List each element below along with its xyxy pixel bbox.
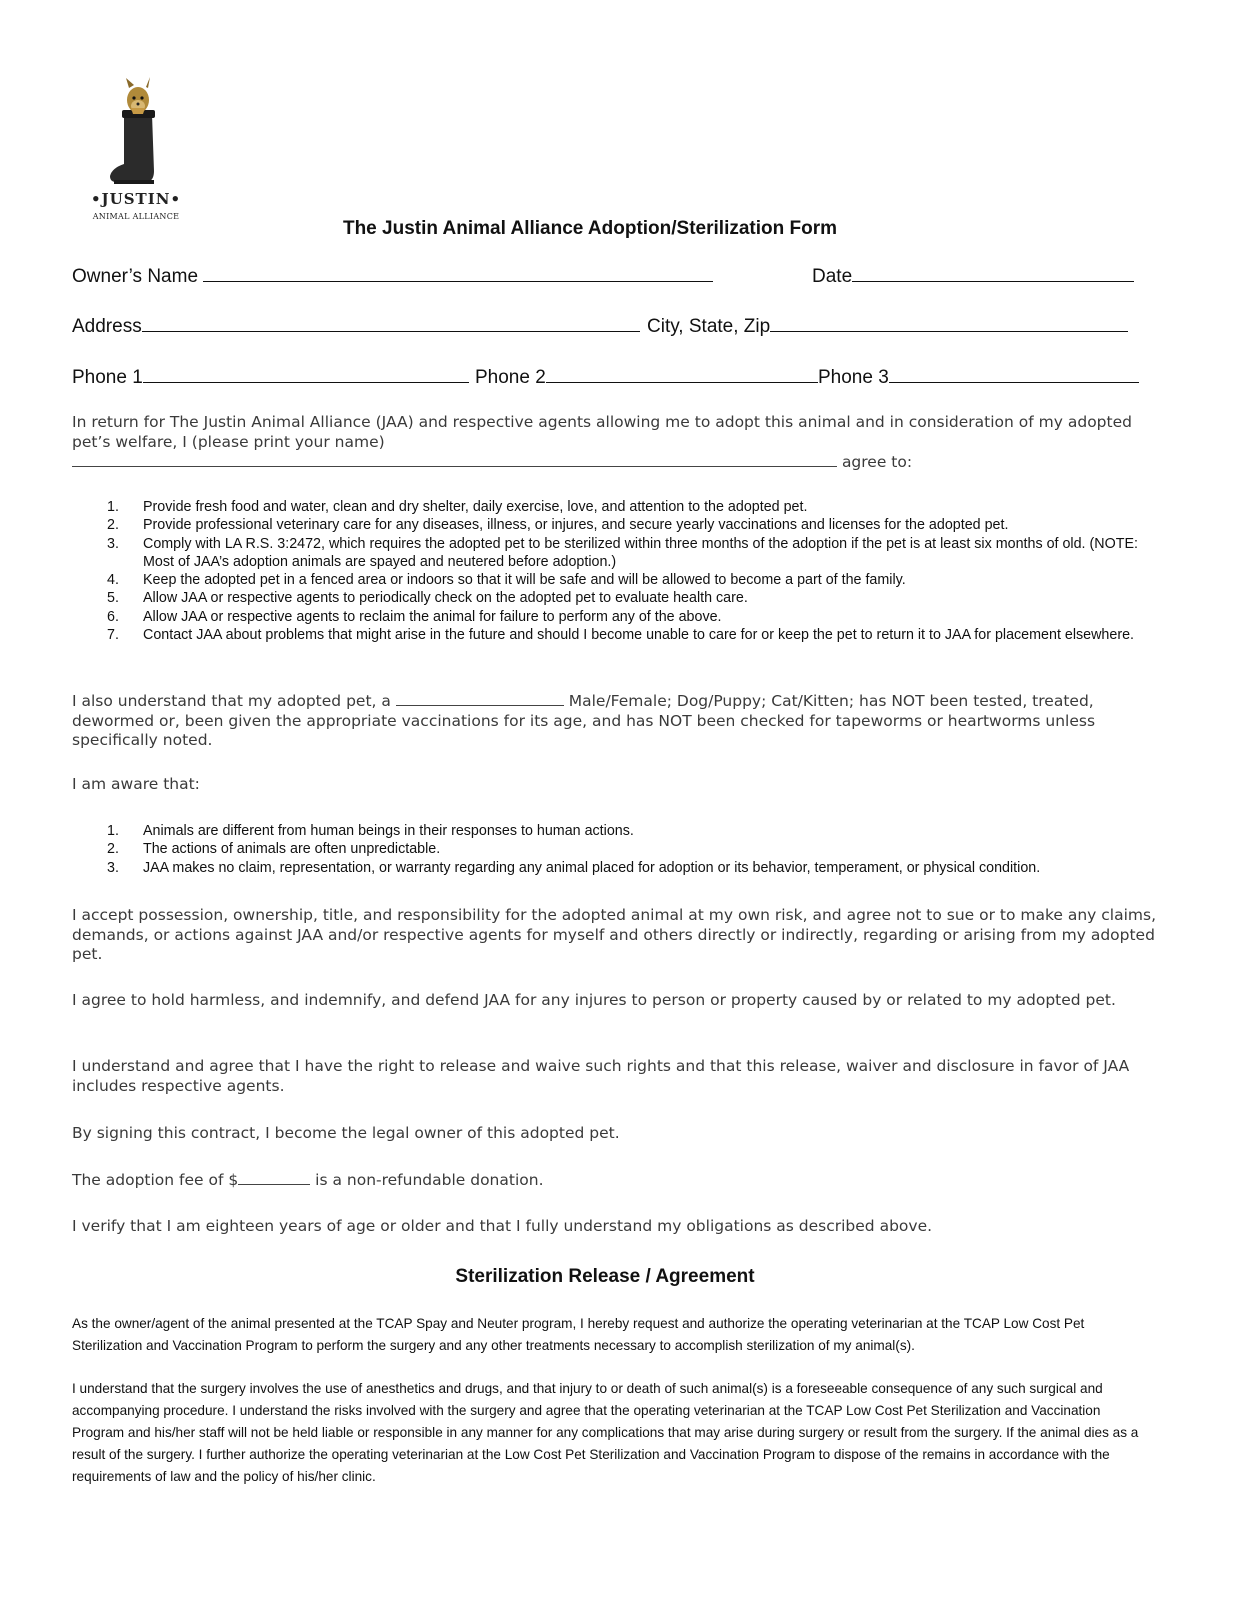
pet-description-field[interactable]: [396, 691, 564, 706]
list-item: 6. Allow JAA or respective agents to reclaim the animal for failure to perform any of the above.: [107, 608, 722, 625]
date-field[interactable]: [852, 264, 1134, 282]
aware-list: [72, 822, 1162, 877]
address-row: [72, 314, 640, 338]
list-item: 4. Keep the adopted pet in a fenced area or indoors so that it will be safe and will be allowed to become a part of the family.: [107, 572, 906, 589]
list-item: 1. Animals are different from human beings in their responses to human actions.: [107, 823, 634, 839]
address-label: Address: [72, 316, 142, 337]
phone3-row: [818, 365, 1139, 389]
agree-to-label: agree to:: [841, 453, 913, 471]
print-name-field[interactable]: [72, 452, 837, 467]
intro-text: In return for The Justin Animal Alliance (JAA) and respective agents allowing me to adopt this animal and in consideration of my adopted pet’s welfare, I (please print your name): [72, 413, 1132, 451]
form-title: The Justin Animal Alliance Adoption/Sterilization Form: [342, 218, 838, 239]
sterilization-paragraph-1: As the owner/agent of the animal presented at the TCAP Spay and Neuter program, I hereby request and authorize the operating veterinarian at the TCAP Low Cost Pet Sterilization and Vaccination Program to perform the surgery and any other treatments necessary to accomplish sterilization of my animal(s).: [72, 1316, 1085, 1353]
date-row: [812, 264, 1134, 288]
obligations-list: [72, 498, 1162, 644]
list-item: 3. Comply with LA R.S. 3:2472, which requires the adopted pet to be sterilized within three months of the adoption if the pet is at least six months of old. (NOTE: Most of JAA’s adoption animals are spayed and neutered before adoption.): [107, 535, 1138, 570]
logo-name: •JUSTIN•: [90, 190, 182, 208]
accept-paragraph: I accept possession, ownership, title, and responsibility for the adopted animal at my own risk, and agree not to sue or to make any claims, demands, or actions against JAA and/or respective agents for myself and others directly or indirectly, regarding or arising from my adopted pet.: [72, 906, 1157, 963]
phone2-row: [475, 365, 818, 389]
fee-text-after: is a non-refundable donation.: [315, 1171, 544, 1189]
address-field[interactable]: [142, 314, 640, 332]
understand-text-after: Male/Female; Dog/Puppy; Cat/Kitten; has NOT been tested, treated, dewormed or, been given the appropriate vaccinations for its age, and has NOT been checked for tapeworms or heartworms unless specifically noted.: [72, 692, 1096, 749]
owners-name-field[interactable]: [203, 264, 713, 282]
phone3-field[interactable]: [889, 365, 1139, 383]
sterilization-title: Sterilization Release / Agreement: [455, 1266, 755, 1287]
phone2-field[interactable]: [546, 365, 818, 383]
phone3-label: Phone 3: [818, 367, 889, 388]
date-label: Date: [812, 266, 853, 287]
understand-paragraph: [72, 691, 1162, 751]
city-state-zip-label: City, State, Zip: [647, 316, 771, 337]
list-item: 3. JAA makes no claim, representation, or warranty regarding any animal placed for adoption or its behavior, temperament, or physical condition.: [107, 859, 1041, 876]
list-item: 2. Provide professional veterinary care for any diseases, illness, or injures, and secure yearly vaccinations and licenses for the adopted pet.: [107, 517, 1009, 534]
logo-subtitle: ANIMAL ALLIANCE: [92, 212, 180, 221]
fee-text-before: The adoption fee of $: [72, 1171, 239, 1189]
city-state-zip-field[interactable]: [770, 314, 1128, 332]
signing-paragraph: By signing this contract, I become the legal owner of this adopted pet.: [72, 1124, 620, 1142]
phone1-label: Phone 1: [72, 367, 143, 388]
aware-heading: I am aware that:: [72, 775, 200, 793]
phone1-row: [72, 365, 469, 389]
waive-paragraph: I understand and agree that I have the right to release and waive such rights and that this release, waiver and disclosure in favor of JAA includes respective agents.: [72, 1057, 1130, 1095]
verify-paragraph: I verify that I am eighteen years of age or older and that I fully understand my obligations as described above.: [72, 1217, 933, 1235]
harmless-paragraph: I agree to hold harmless, and indemnify, and defend JAA for any injures to person or property caused by or related to my adopted pet.: [72, 991, 1116, 1009]
intro-paragraph: [72, 413, 1162, 473]
owners-name-row: [72, 264, 713, 288]
understand-text-before: I also understand that my adopted pet, a: [72, 692, 391, 710]
owners-name-label: Owner’s Name: [72, 266, 199, 287]
fee-amount-field[interactable]: [238, 1170, 310, 1185]
list-item: 1. Provide fresh food and water, clean and dry shelter, daily exercise, love, and attention to the adopted pet.: [107, 499, 808, 515]
sterilization-paragraph-2: I understand that the surgery involves the use of anesthetics and drugs, and that injury to or death of such animal(s) is a foreseeable consequence of any such surgical and accompanying procedure. I understand the risks involved with the surgery and agree that the operating veterinarian at the TCAP Low Cost Pet Sterilization and Vaccination Program and his/her staff will not be held liable or responsible in any manner for any complications that may arise during surgery or result from the surgery. If the animal dies as a result of the surgery. I further authorize the operating veterinarian at the Low Cost Pet Sterilization and Vaccination Program to dispose of the remains in accordance with the requirements of law and the policy of his/her clinic.: [72, 1381, 1139, 1484]
list-item: 2. The actions of animals are often unpredictable.: [107, 841, 441, 858]
phone2-label: Phone 2: [475, 367, 546, 388]
list-item: 5. Allow JAA or respective agents to periodically check on the adopted pet to evaluate health care.: [107, 590, 748, 607]
fee-paragraph: [72, 1170, 1162, 1191]
city-state-zip-row: [647, 314, 1128, 338]
list-item: 7. Contact JAA about problems that might arise in the future and should I become unable to care for or keep the pet to return it to JAA for placement elsewhere.: [107, 627, 1135, 644]
phone1-field[interactable]: [143, 365, 469, 383]
